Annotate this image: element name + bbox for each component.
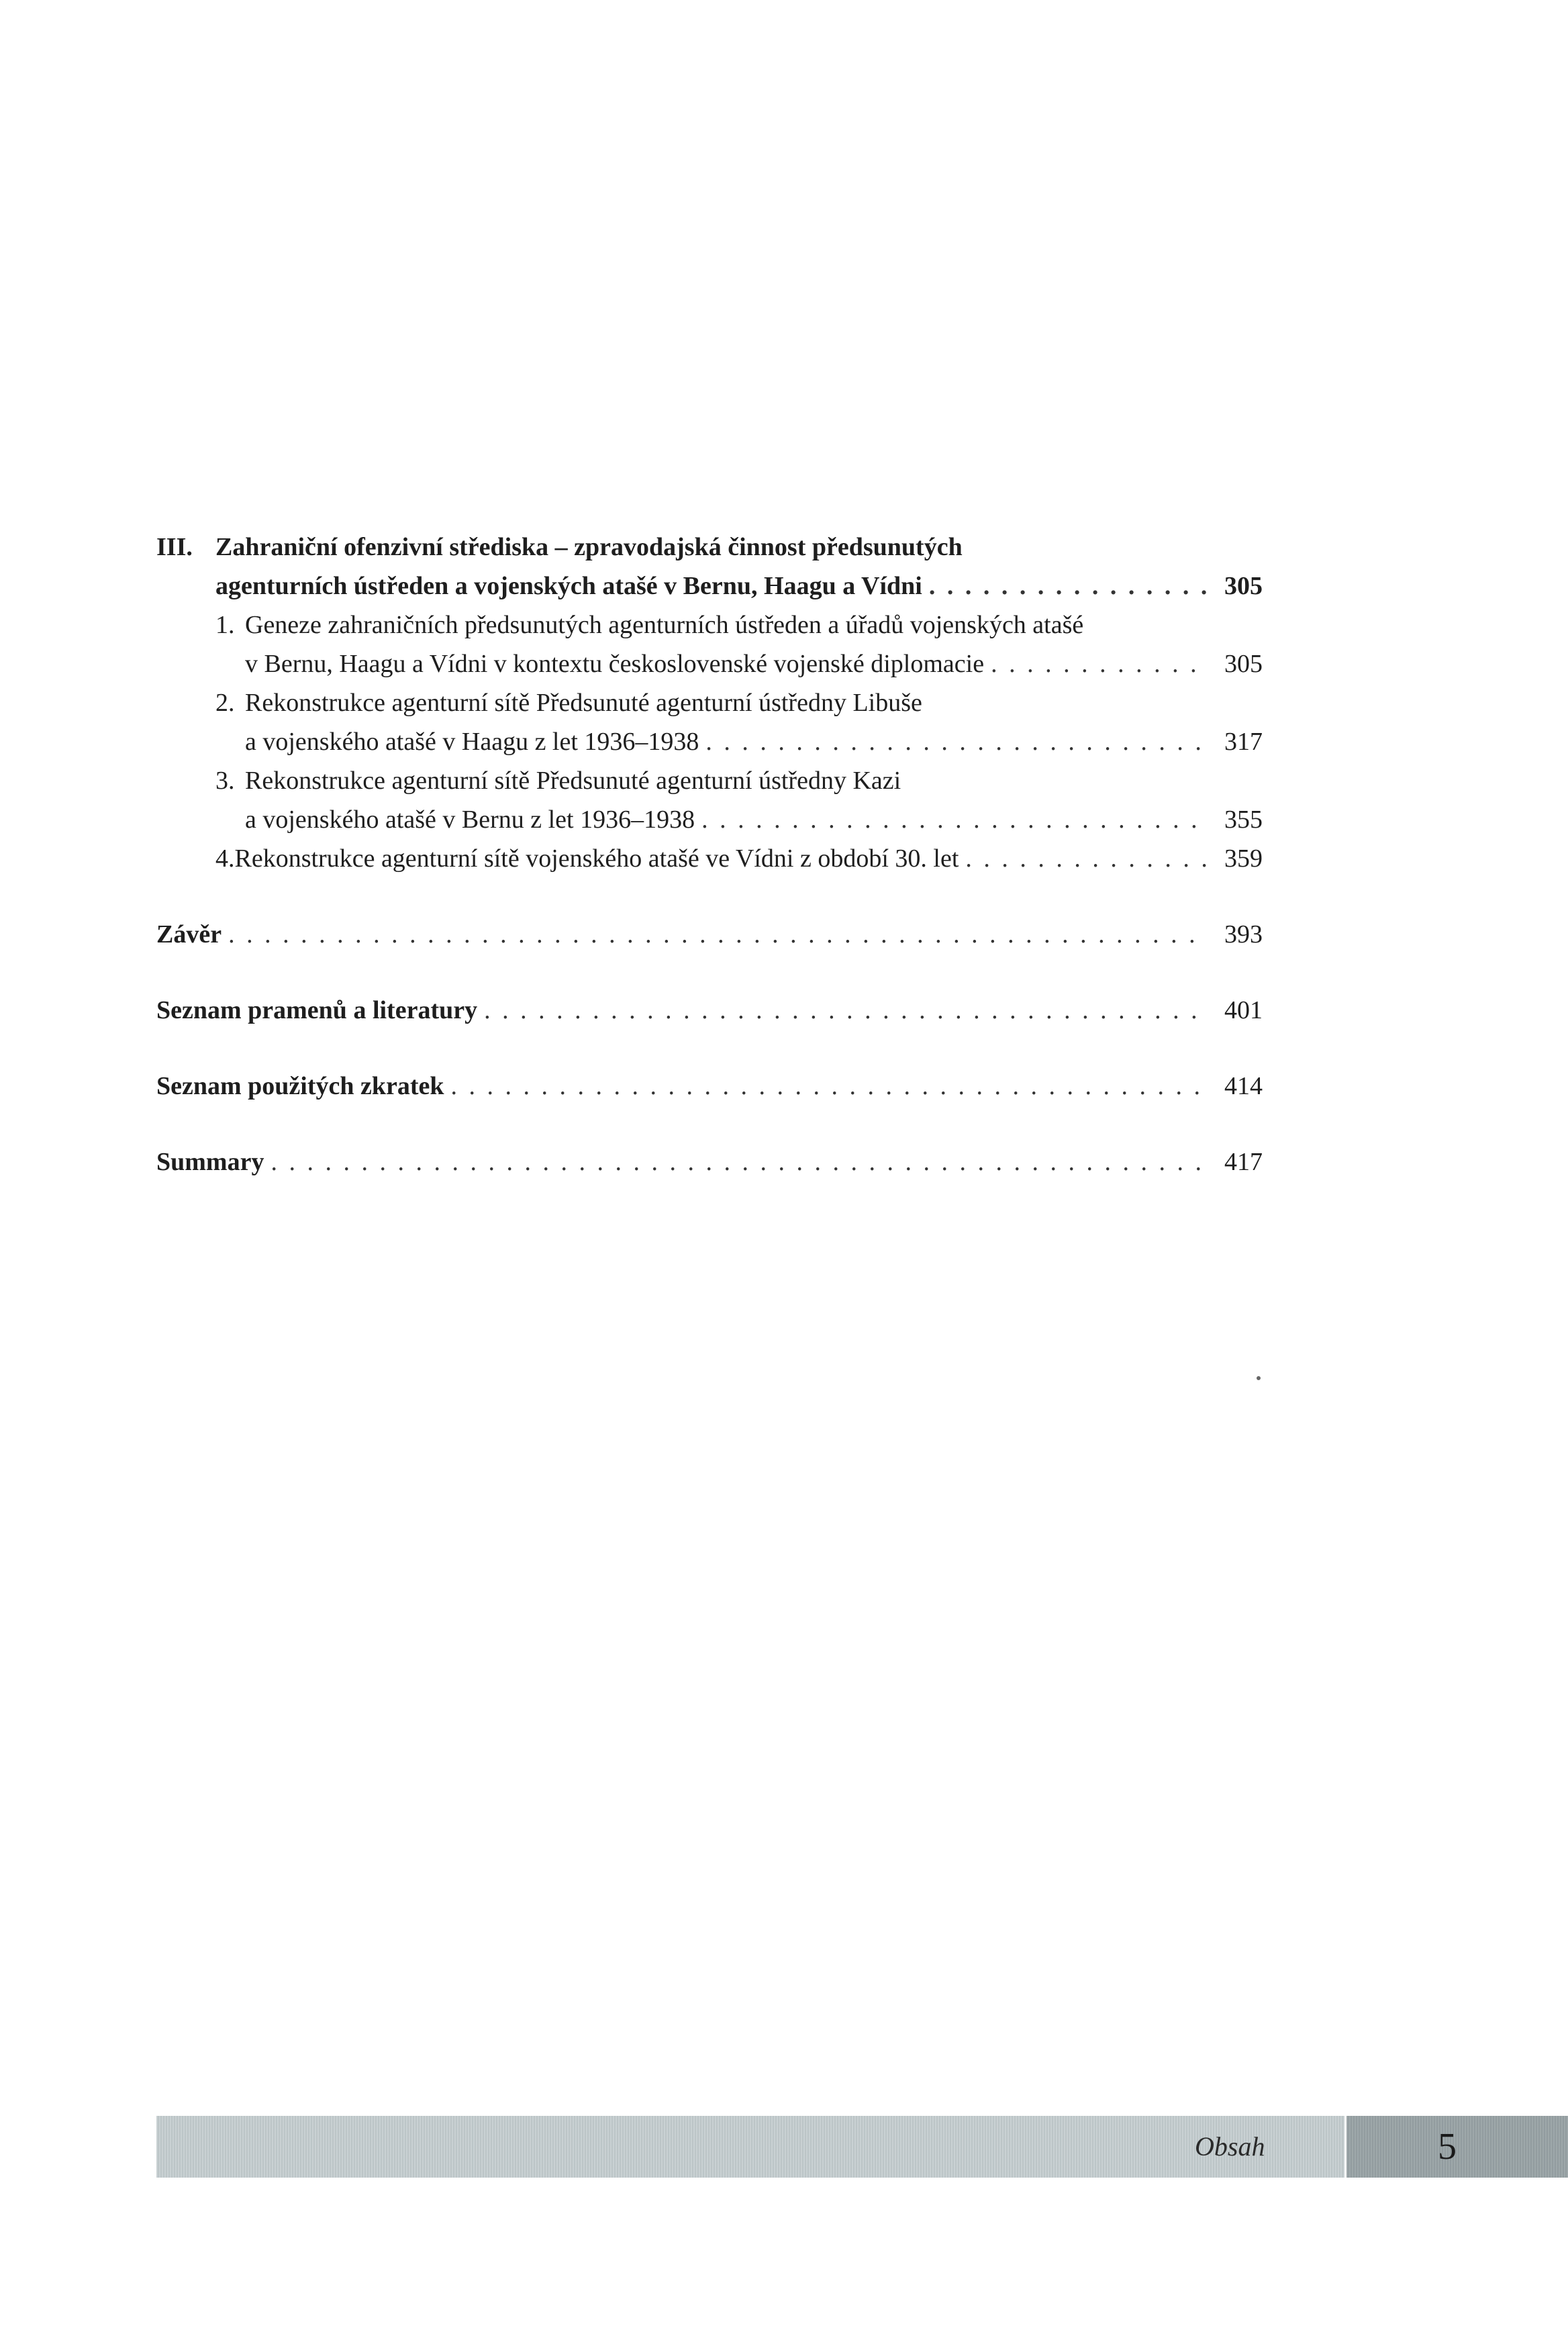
toc-entry-abbreviations[interactable]	[156, 1067, 1263, 1106]
section-title-line1: Rekonstrukce agenturní sítě Předsunuté agenturní ústředny Libuše	[245, 689, 922, 717]
page-number: 393	[1224, 920, 1263, 949]
table-of-contents	[156, 528, 1263, 1181]
section-number: 4.	[215, 844, 235, 873]
entry-title: Seznam pramenů a literatury	[156, 996, 478, 1024]
dot-leader	[929, 567, 1208, 605]
section-title-line2: a vojenského atašé v Haagu z let 1936–1938	[245, 728, 699, 756]
toc-section-3[interactable]	[156, 761, 1263, 839]
part-title-line1: Zahraniční ofenzivní střediska – zpravodajská činnost předsunutých	[215, 533, 963, 561]
entry-title: Seznam použitých zkratek	[156, 1072, 444, 1100]
toc-entry-summary[interactable]	[156, 1143, 1263, 1181]
section-number: 2.	[215, 689, 235, 717]
toc-section-line-1	[156, 605, 1263, 644]
dot-leader	[991, 644, 1208, 683]
toc-part-iii[interactable]	[156, 528, 1263, 605]
footer-page-box	[1346, 2116, 1568, 2178]
footer-bar	[156, 2116, 1344, 2178]
dot-leader	[965, 839, 1208, 878]
dot-leader	[484, 991, 1208, 1030]
section-number: 1.	[215, 611, 235, 639]
footer-page-number: 5	[1438, 2126, 1457, 2168]
dot-leader	[451, 1067, 1208, 1106]
print-speck	[1257, 1376, 1261, 1380]
section-title-line1: Rekonstrukce agenturní sítě vojenského atašé ve Vídni z období 30. let	[234, 844, 959, 873]
toc-entry-line	[156, 1067, 1263, 1106]
page-number: 305	[1224, 650, 1263, 678]
page-number: 417	[1224, 1148, 1263, 1176]
toc-entry-zaver[interactable]	[156, 915, 1263, 954]
section-number: 3.	[215, 767, 235, 795]
toc-entry-line	[156, 1143, 1263, 1181]
footer-section-label: Obsah	[1195, 2131, 1265, 2162]
entry-title: Závěr	[156, 920, 222, 949]
page-number: 359	[1224, 844, 1263, 873]
page-number: 355	[1224, 806, 1263, 834]
dot-leader	[705, 722, 1208, 761]
toc-section-line-1	[156, 683, 1263, 722]
section-title-line1: Rekonstrukce agenturní sítě Předsunuté agenturní ústředny Kazi	[245, 767, 901, 795]
page-number: 401	[1224, 996, 1263, 1024]
page-number: 317	[1224, 728, 1263, 756]
dot-leader	[228, 915, 1208, 954]
toc-section-line-2	[156, 800, 1263, 839]
section-title-line1: Geneze zahraničních předsunutých agenturních ústředen a úřadů vojenských atašé	[245, 611, 1084, 639]
toc-entry-line	[156, 915, 1263, 954]
toc-section-1[interactable]	[156, 605, 1263, 683]
section-title-line2: a vojenského atašé v Bernu z let 1936–1938	[245, 806, 695, 834]
toc-part-line-1	[156, 528, 1263, 567]
dot-leader	[701, 800, 1208, 839]
toc-section-line-1	[156, 761, 1263, 800]
part-number: III.	[156, 533, 193, 561]
toc-section-line-2	[156, 644, 1263, 683]
toc-section-line-1	[156, 839, 1263, 878]
entry-title: Summary	[156, 1148, 264, 1176]
page-number: 305	[1224, 572, 1263, 600]
toc-entry-line	[156, 991, 1263, 1030]
section-title-line2: v Bernu, Haagu a Vídni v kontextu československé vojenské diplomacie	[245, 650, 985, 678]
toc-section-line-2	[156, 722, 1263, 761]
part-title-line2: agenturních ústředen a vojenských atašé v Bernu, Haagu a Vídni	[215, 572, 922, 600]
toc-entry-sources[interactable]	[156, 991, 1263, 1030]
page-number: 414	[1224, 1072, 1263, 1100]
dot-leader	[271, 1143, 1208, 1181]
toc-section-4[interactable]	[156, 839, 1263, 878]
toc-part-line-2	[156, 567, 1263, 605]
toc-section-2[interactable]	[156, 683, 1263, 761]
